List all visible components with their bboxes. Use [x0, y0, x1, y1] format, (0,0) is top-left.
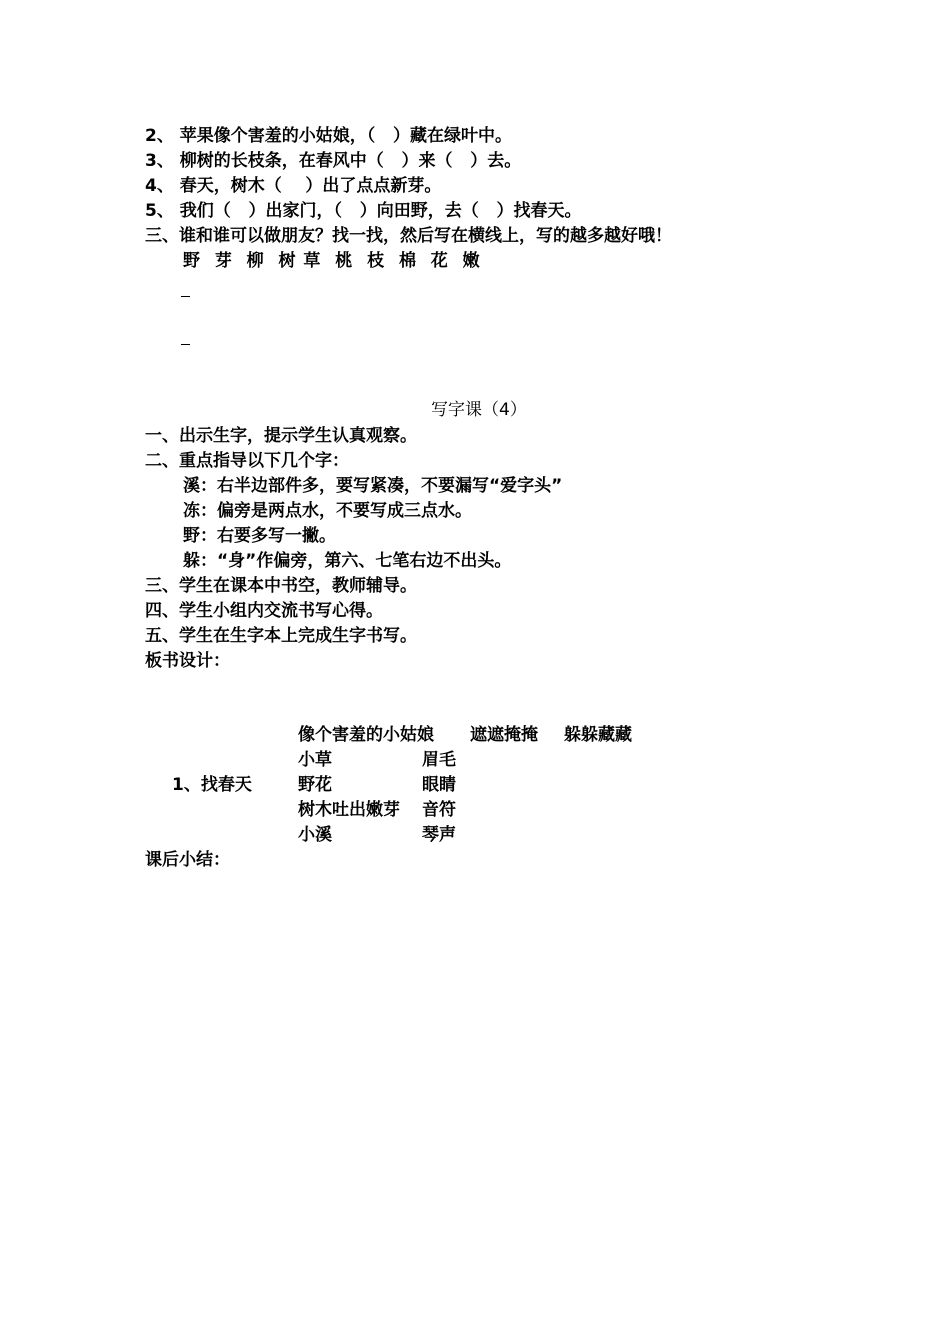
step-2: 二、重点指导以下几个字： — [145, 451, 349, 471]
summary-label: 课后小结： — [145, 850, 230, 870]
step-1: 一、出示生字，提示学生认真观察。 — [145, 426, 417, 446]
board-row1-b: 遮遮掩掩 — [470, 725, 538, 745]
guide-ye: 野：右要多写一撇。 — [183, 526, 336, 546]
lesson-title: 写字课（4） — [431, 400, 527, 420]
guide-dong: 冻：偏旁是两点水，不要写成三点水。 — [183, 501, 472, 521]
board-row4-a: 树木吐出嫩芽 — [298, 800, 400, 820]
answer-blank-line — [181, 296, 190, 297]
board-row5-b: 琴声 — [422, 825, 456, 845]
question-5: 5、 我们（ ）出家门，（ ）向田野，去（ ）找春天。 — [145, 201, 582, 221]
step-5: 五、学生在生字本上完成生字书写。 — [145, 626, 417, 646]
guide-xi: 溪：右半边部件多，要写紧凑，不要漏写“爱字头” — [183, 476, 563, 496]
question-4: 4、 春天，树木（ ）出了点点新芽。 — [145, 176, 442, 196]
board-row3-a: 野花 — [298, 775, 332, 795]
board-row2-b: 眉毛 — [422, 750, 456, 770]
board-row3-b: 眼睛 — [422, 775, 456, 795]
step-4: 四、学生小组内交流书写心得。 — [145, 601, 383, 621]
part-3-title: 三、谁和谁可以做朋友？找一找，然后写在横线上，写的越多越好哦！ — [145, 226, 672, 246]
question-3: 3、 柳树的长枝条，在春风中（ ）来（ ）去。 — [145, 151, 522, 171]
board-row5-a: 小溪 — [298, 825, 332, 845]
question-2: 2、 苹果像个害羞的小姑娘，（ ）藏在绿叶中。 — [145, 126, 513, 146]
board-row2-a: 小草 — [298, 750, 332, 770]
board-row4-b: 音符 — [422, 800, 456, 820]
answer-blank-line — [181, 344, 190, 345]
board-row1-c: 躲躲藏藏 — [564, 725, 632, 745]
board-topic: 1、找春天 — [172, 775, 252, 795]
step-3: 三、学生在课本中书空，教师辅导。 — [145, 576, 417, 596]
character-list: 野 芽 柳 树 草 桃 枝 棉 花 嫩 — [183, 251, 481, 271]
board-design-label: 板书设计： — [145, 651, 230, 671]
board-row1-a: 像个害羞的小姑娘 — [298, 725, 434, 745]
guide-duo: 躲：“身”作偏旁，第六、七笔右边不出头。 — [183, 551, 512, 571]
